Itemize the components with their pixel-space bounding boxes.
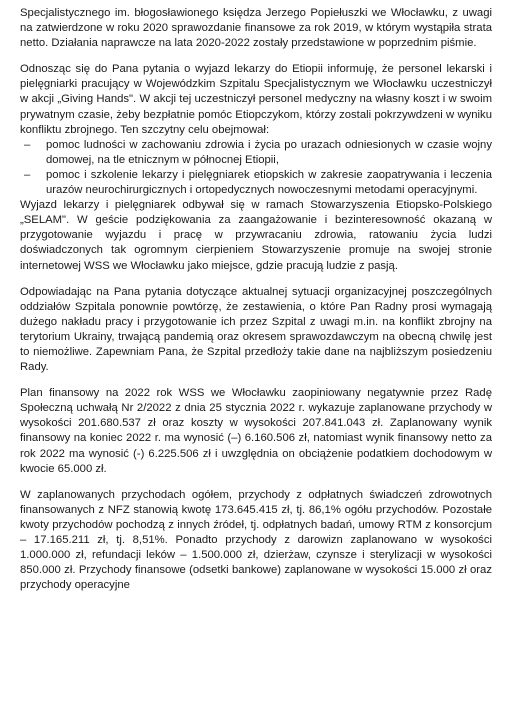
list-item (20, 138, 492, 168)
paragraph-revenues: W zaplanowanych przychodach ogółem, przychody z odpłatnych świadczeń zdrowotnych finansowanych z NFZ stanowią kwotę 173.645.415 zł, tj. 86,1% ogółu przychodów. Pozostałe kwoty przychodów pochodzą z innych źródeł, tj. odpłatnych badań, umowy RTM z konsorcjum – 17.165.211 zł, tj. 8,51%. Ponadto przychody z darowizn zaplanowano w wysokości 1.000.000 zł, refundacji leków – 1.500.000 zł, dzierżaw, czynsze i sterylizacji w wysokości 850.000 zł. Przychody finansowe (odsetki bankowe) zaplanowane w wysokości 15.000 zł oraz przychody operacyjne (20, 488, 492, 592)
paragraph-ethiopia-trip: Odnosząc się do Pana pytania o wyjazd lekarzy do Etiopii informuję, że personel lekarski i pielęgniarki pracujący w Wojewódzkim Szpitalu Specjalistycznym we Włocławku uczestniczył w akcji „Giving Hands". W akcji tej uczestniczył personel medyczny na własny koszt i w swoim prywatnym czasie, żeby bezpłatnie pomóc Etiopczykom, którzy zostali pokrzywdzeni w wyniku konfliktu zbrojnego. Ten szczytny celu obejmował: (20, 63, 492, 136)
goals-list (20, 138, 492, 198)
paragraph-selam: Wyjazd lekarzy i pielęgniarek odbywał się w ramach Stowarzyszenia Etiopsko-Polskiego „SELAM". W geście podziękowania za zaangażowanie i bezinteresowność okazaną w przygotowanie wyjazdu i pracę w przywracaniu zdrowia, ratowaniu życia ludzi doświadczonych tak ogromnym cierpieniem Stowarzyszenie promuje na swojej stronie internetowej WSS we Włocławku jako miejsce, gdzie pracują ludzie z pasją. (20, 199, 492, 272)
bullet-dash: – (24, 138, 31, 151)
paragraph-financial-plan: Plan finansowy na 2022 rok WSS we Włocławku zaopiniowany negatywnie przez Radę Społeczną uchwałą Nr 2/2022 z dnia 25 stycznia 2022 r. wykazuje zaplanowane przychody w wysokości 201.680.537 zł oraz koszty w wysokości 207.841.043 zł. Zaplanowany wynik finansowy na koniec 2022 r. ma wynosić (–) 6.160.506 zł, natomiast wynik finansowy netto za rok 2022 ma wynosić (-) 6.225.506 zł i uwzględnia on obciążenie podatkiem dochodowym w kwocie 65.000 zł. (20, 387, 492, 475)
list-item-text: pomoc i szkolenie lekarzy i pielęgniarek etiopskich w zakresie zaopatrywania i leczenia urazów neurochirurgicznych i ortopedycznych nowoczesnymi metodami operacyjnymi. (46, 168, 492, 197)
paragraph-intro: Specjalistycznego im. błogosławionego księdza Jerzego Popiełuszki we Włocławku, z uwagi na zatwierdzone w roku 2020 sprawozdanie finansowe za rok 2019, w którym wystąpiła strata netto. Działania naprawcze na lata 2020-2022 zostały przedstawione w poprzednim piśmie. (20, 7, 492, 50)
bullet-dash: – (24, 168, 31, 181)
list-item (20, 168, 492, 198)
list-item-text: pomoc ludności w zachowaniu zdrowia i życia po urazach odniesionych w czasie wojny domowej, na tle etnicznym w północnej Etiopii, (46, 138, 492, 166)
paragraph-organization: Odpowiadając na Pana pytania dotyczące aktualnej sytuacji organizacyjnej poszczególnych oddziałów Szpitala ponownie powtórzę, że zestawienia, o które Pan Radny prosi wymagają dużego nakładu pracy i przygotowanie ich przez Szpital z uwagi m.in. na konflikt zbrojny na terytorium Ukrainy, trwającą pandemią oraz okresem sprawozdawczym na obecną chwilę jest to niemożliwe. Zapewniam Pana, że Szpital przedłoży takie dane na najbliższym posiedzeniu Rady. (20, 285, 492, 374)
